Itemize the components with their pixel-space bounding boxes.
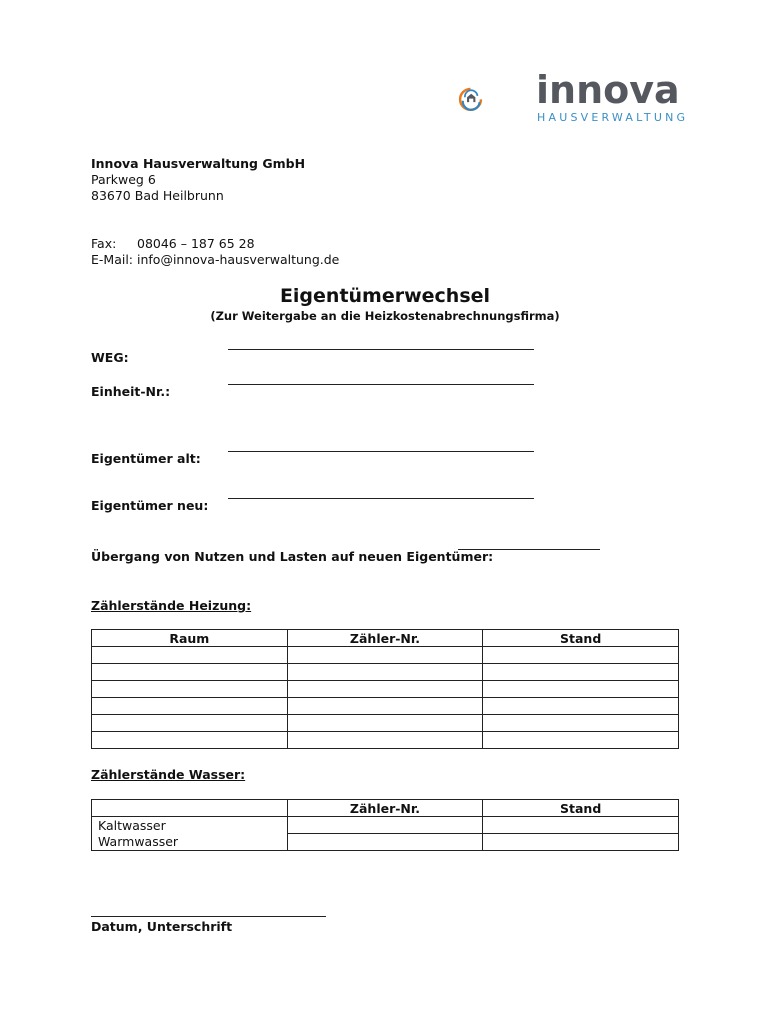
heizung-header-raum: Raum bbox=[92, 630, 288, 647]
heizung-header-zaehler: Zähler-Nr. bbox=[287, 630, 483, 647]
logo-brand: innova bbox=[536, 68, 680, 112]
eigentuemer-neu-label: Eigentümer neu: bbox=[91, 498, 209, 513]
warmwasser-label: Warmwasser bbox=[92, 834, 288, 851]
table-row bbox=[92, 647, 679, 664]
table-row bbox=[92, 817, 679, 834]
fax-label: Fax: bbox=[91, 236, 117, 251]
einheit-field[interactable] bbox=[228, 384, 534, 385]
heizung-heading: Zählerstände Heizung: bbox=[91, 598, 252, 613]
signature-line[interactable] bbox=[91, 916, 326, 917]
table-row bbox=[92, 715, 679, 732]
logo-tagline: HAUSVERWALTUNG bbox=[537, 111, 689, 124]
innova-logo-icon bbox=[458, 64, 538, 134]
company-city: 83670 Bad Heilbrunn bbox=[91, 188, 224, 203]
email-address: info@innova-hausverwaltung.de bbox=[137, 252, 340, 267]
weg-label: WEG: bbox=[91, 350, 129, 365]
kaltwasser-label: Kaltwasser bbox=[92, 817, 288, 834]
wasser-header-stand: Stand bbox=[483, 800, 679, 817]
wasser-header-blank bbox=[92, 800, 288, 817]
eigentuemer-neu-field[interactable] bbox=[228, 498, 534, 499]
heizung-table bbox=[91, 629, 679, 749]
table-row bbox=[92, 698, 679, 715]
einheit-label: Einheit-Nr.: bbox=[91, 384, 171, 399]
uebergang-field[interactable] bbox=[458, 549, 600, 550]
company-street: Parkweg 6 bbox=[91, 172, 156, 187]
company-name: Innova Hausverwaltung GmbH bbox=[91, 156, 306, 171]
heizung-header-stand: Stand bbox=[483, 630, 679, 647]
wasser-table bbox=[91, 799, 679, 851]
fax-number: 08046 – 187 65 28 bbox=[137, 236, 255, 251]
wasser-header-zaehler: Zähler-Nr. bbox=[287, 800, 483, 817]
table-row bbox=[92, 732, 679, 749]
email-label: E-Mail: bbox=[91, 252, 134, 267]
table-row bbox=[92, 681, 679, 698]
eigentuemer-alt-label: Eigentümer alt: bbox=[91, 451, 201, 466]
weg-field[interactable] bbox=[228, 349, 534, 350]
uebergang-label: Übergang von Nutzen und Lasten auf neuen Eigentümer: bbox=[91, 549, 494, 564]
table-row bbox=[92, 834, 679, 851]
page-title: Eigentümerwechsel bbox=[279, 285, 491, 307]
table-row bbox=[92, 664, 679, 681]
signature-label: Datum, Unterschrift bbox=[91, 919, 233, 934]
wasser-heading: Zählerstände Wasser: bbox=[91, 767, 246, 782]
page-subtitle: (Zur Weitergabe an die Heizkostenabrechnungsfirma) bbox=[210, 309, 560, 323]
eigentuemer-alt-field[interactable] bbox=[228, 451, 534, 452]
